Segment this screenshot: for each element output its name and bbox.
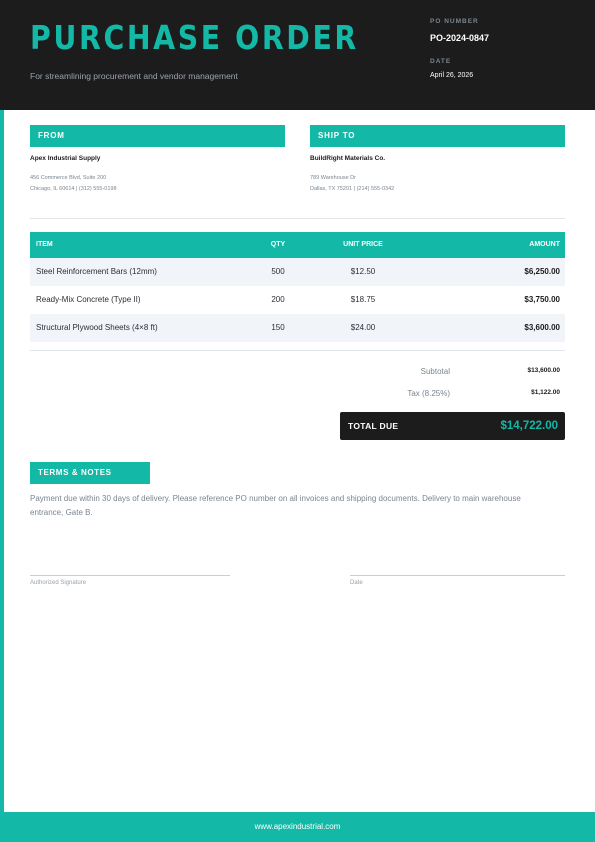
tax-label: Tax (8.25%) bbox=[407, 389, 450, 398]
authorized-signature-label: Authorized Signature bbox=[30, 580, 87, 586]
row-qty: 200 bbox=[271, 295, 285, 304]
row-unit-price: $24.00 bbox=[350, 323, 376, 332]
header-band bbox=[0, 0, 595, 110]
subtotal-label: Subtotal bbox=[420, 367, 450, 376]
signature-date-label: Date bbox=[350, 580, 363, 586]
from-heading: FROM bbox=[30, 125, 285, 147]
po-number-label: PO NUMBER bbox=[430, 18, 479, 25]
from-address-line2: Chicago, IL 60614 | (312) 555-0198 bbox=[30, 186, 117, 192]
ship-to-heading: SHIP TO bbox=[310, 125, 565, 147]
subtotal-value: $13,600.00 bbox=[527, 367, 560, 374]
terms-text: Payment due within 30 days of delivery. Please reference PO number on all invoices and shipping documents. Delivery to main warehouse entrance, Gate B. bbox=[30, 494, 521, 517]
row-qty: 500 bbox=[271, 267, 285, 276]
authorized-signature-line bbox=[30, 575, 230, 576]
total-due-box bbox=[340, 412, 565, 440]
date-value: April 26, 2026 bbox=[430, 72, 474, 79]
table-row bbox=[30, 258, 565, 286]
footer-website: www.apexindustrial.com bbox=[254, 822, 341, 831]
column-header-unit-price: UNIT PRICE bbox=[343, 241, 383, 248]
column-header-qty: QTY bbox=[270, 241, 286, 248]
left-accent-bar bbox=[0, 110, 4, 812]
terms-heading: TERMS & NOTES bbox=[30, 462, 150, 484]
from-address-line1: 456 Commerce Blvd, Suite 200 bbox=[30, 175, 107, 181]
ship-to-address-line2: Dallas, TX 75201 | (214) 555-0342 bbox=[310, 186, 395, 192]
row-unit-price: $12.50 bbox=[350, 267, 376, 276]
po-number-value: PO-2024-0847 bbox=[430, 33, 490, 43]
row-item: Steel Reinforcement Bars (12mm) bbox=[36, 267, 157, 276]
row-amount: $3,750.00 bbox=[524, 295, 560, 304]
row-amount: $6,250.00 bbox=[524, 267, 560, 276]
row-unit-price: $18.75 bbox=[350, 295, 376, 304]
date-signature-line bbox=[350, 575, 565, 576]
ship-to-address-line1: 789 Warehouse Dr bbox=[310, 175, 356, 181]
document-title: PURCHASE ORDER bbox=[30, 18, 359, 57]
row-amount: $3,600.00 bbox=[524, 323, 560, 332]
section-divider bbox=[30, 218, 565, 219]
tax-value: $1,122.00 bbox=[531, 389, 560, 396]
row-qty: 150 bbox=[271, 323, 285, 332]
row-item: Structural Plywood Sheets (4×8 ft) bbox=[36, 323, 158, 332]
column-header-item: ITEM bbox=[36, 241, 53, 248]
section-divider bbox=[30, 350, 565, 351]
date-label: DATE bbox=[430, 58, 452, 65]
total-due-value: $14,722.00 bbox=[500, 420, 558, 432]
table-row bbox=[30, 286, 565, 314]
table-row bbox=[30, 314, 565, 342]
total-due-label: TOTAL DUE bbox=[348, 421, 399, 431]
items-table-header bbox=[30, 232, 565, 258]
footer-band bbox=[0, 812, 595, 842]
column-header-amount: AMOUNT bbox=[529, 241, 560, 248]
document-subtitle: For streamlining procurement and vendor management bbox=[30, 71, 238, 81]
row-item: Ready-Mix Concrete (Type II) bbox=[36, 295, 141, 304]
ship-to-company-name: BuildRight Materials Co. bbox=[310, 155, 386, 162]
from-company-name: Apex Industrial Supply bbox=[30, 155, 101, 162]
